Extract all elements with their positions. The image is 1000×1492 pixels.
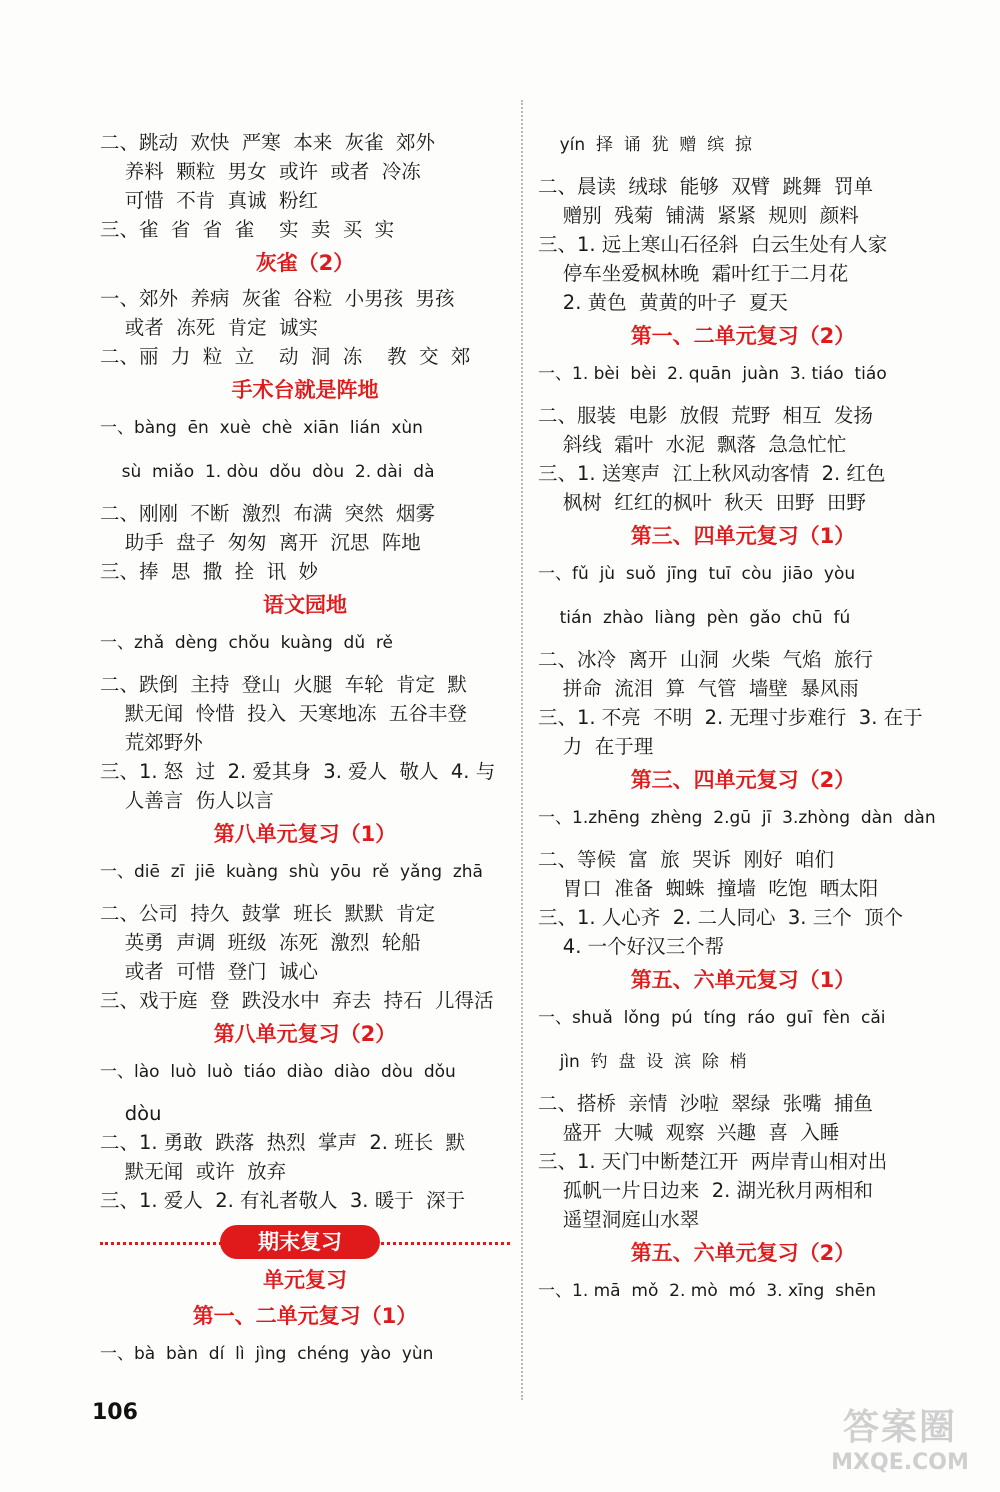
page-number: 106 bbox=[92, 1400, 138, 1425]
watermark-url: MXQE.COM bbox=[831, 1450, 969, 1475]
watermark-logo-text: 答案圈 bbox=[842, 1407, 957, 1448]
pinyin-answer-line: 一、bà bàn dí lì jìng chéng yào yùn bbox=[100, 1337, 510, 1381]
pinyin-answer-line: 一、lào luò luò tiáo diào diào dòu dǒu bbox=[100, 1055, 510, 1099]
answer-line: 英勇 声调 班级 冻死 激烈 轮船 bbox=[100, 931, 421, 954]
answer-line: 拼命 流泪 算 气管 墙壁 暴风雨 bbox=[538, 677, 859, 700]
answer-line: 二、等候 富 旅 哭诉 刚好 咱们 bbox=[538, 848, 834, 871]
section-heading: 第三、四单元复习（2） bbox=[630, 768, 856, 792]
section-heading: 手术台就是阵地 bbox=[231, 378, 379, 402]
answer-line: 停车坐爱枫林晚 霜叶红于二月花 bbox=[538, 262, 849, 285]
answer-line: 三、1. 人心齐 2. 二人同心 3. 三个 顶个 bbox=[538, 906, 904, 929]
column-divider bbox=[521, 100, 523, 1400]
section-heading: 语文园地 bbox=[263, 593, 347, 617]
section-heading: 第五、六单元复习（1） bbox=[630, 968, 856, 992]
answer-line: 一、郊外 养病 灰雀 谷粒 小男孩 男孩 bbox=[100, 287, 455, 310]
answer-line: 4. 一个好汉三个帮 bbox=[538, 935, 725, 958]
answer-line: 默无闻 怜惜 投入 天寒地冻 五谷丰登 bbox=[100, 702, 467, 725]
answer-line: 三、戏于庭 登 跌没水中 弃去 持石 儿得活 bbox=[100, 989, 494, 1012]
answer-line: 三、1. 怒 过 2. 爱其身 3. 爱人 敬人 4. 与 bbox=[100, 760, 496, 783]
pinyin-answer-line: 一、1. mā mǒ 2. mò mó 3. xīng shēn bbox=[538, 1274, 948, 1318]
pinyin-answer-line: 一、1.zhēng zhèng 2.gū jī 3.zhòng dàn dàn bbox=[538, 801, 948, 845]
answer-line: 力 在于理 bbox=[538, 735, 654, 758]
answer-line: 荒郊野外 bbox=[100, 731, 203, 754]
answer-line: 三、1. 爱人 2. 有礼者敬人 3. 暖于 深于 bbox=[100, 1189, 466, 1212]
section-heading: 第一、二单元复习（2） bbox=[630, 324, 856, 348]
answer-line: 养料 颗粒 男女 或许 或者 冷冻 bbox=[100, 160, 421, 183]
watermark-logo bbox=[814, 1406, 986, 1484]
answer-line: 遥望洞庭山水翠 bbox=[538, 1208, 700, 1231]
pinyin-answer-line: yín 择 诵 犹 赠 缤 掠 bbox=[538, 128, 948, 172]
answer-line: 默无闻 或许 放弃 bbox=[100, 1160, 287, 1183]
answer-line: dòu bbox=[100, 1102, 162, 1125]
final-review-banner: 期末复习 bbox=[220, 1225, 380, 1259]
answer-line: 枫树 红红的枫叶 秋天 田野 田野 bbox=[538, 491, 866, 514]
answer-line: 2. 黄色 黄黄的叶子 夏天 bbox=[538, 291, 788, 314]
answer-line: 二、搭桥 亲情 沙啦 翠绿 张嘴 捕鱼 bbox=[538, 1092, 873, 1115]
answer-line: 二、晨读 绒球 能够 双臂 跳舞 罚单 bbox=[538, 175, 873, 198]
answer-line: 或者 可惜 登门 诚心 bbox=[100, 960, 318, 983]
answer-line: 盛开 大喊 观察 兴趣 喜 入睡 bbox=[538, 1121, 840, 1144]
answer-line: 二、跳动 欢快 严寒 本来 灰雀 郊外 bbox=[100, 131, 435, 154]
final-review-banner-wrap bbox=[100, 1225, 510, 1261]
pinyin-answer-line: 一、diē zī jiē kuàng shù yōu rě yǎng zhā bbox=[100, 855, 510, 899]
section-heading: 第一、二单元复习（1） bbox=[192, 1304, 418, 1328]
answer-line: 三、雀 省 省 雀 实 卖 买 实 bbox=[100, 218, 395, 241]
answer-line: 可惜 不肯 真诚 粉红 bbox=[100, 189, 318, 212]
pinyin-answer-line: tián zhào liàng pèn gǎo chū fú bbox=[538, 601, 948, 645]
answer-line: 人善言 伤人以言 bbox=[100, 789, 274, 812]
answer-line: 三、1. 天门中断楚江开 两岸青山相对出 bbox=[538, 1150, 888, 1173]
pinyin-answer-line: jìn 钓 盘 设 滨 除 梢 bbox=[538, 1045, 948, 1089]
pinyin-answer-line: 一、zhǎ dèng chǒu kuàng dǔ rě bbox=[100, 626, 510, 670]
answer-line: 助手 盘子 匆匆 离开 沉思 阵地 bbox=[100, 531, 421, 554]
pinyin-answer-line: 一、fǔ jù suǒ jīng tuī còu jiāo yòu bbox=[538, 557, 948, 601]
section-heading: 第三、四单元复习（1） bbox=[630, 524, 856, 548]
pinyin-answer-line: 一、1. bèi bèi 2. quān juàn 3. tiáo tiáo bbox=[538, 357, 948, 401]
answer-line: 胃口 准备 蜘蛛 撞墙 吃饱 晒太阳 bbox=[538, 877, 879, 900]
answer-line: 三、捧 思 撒 拴 讯 妙 bbox=[100, 560, 318, 583]
answer-line: 或者 冻死 肯定 诚实 bbox=[100, 316, 318, 339]
answer-line: 三、1. 不亮 不明 2. 无理寸步难行 3. 在于 bbox=[538, 706, 923, 729]
section-heading: 第五、六单元复习（2） bbox=[630, 1241, 856, 1265]
answer-line: 二、跌倒 主持 登山 火腿 车轮 肯定 默 bbox=[100, 673, 467, 696]
answer-line: 二、服装 电影 放假 荒野 相互 发扬 bbox=[538, 404, 873, 427]
right-column bbox=[538, 128, 948, 1318]
section-heading: 灰雀（2） bbox=[255, 251, 355, 275]
answer-line: 二、冰冷 离开 山洞 火柴 气焰 旅行 bbox=[538, 648, 873, 671]
pinyin-answer-line: sù miǎo 1. dòu dǒu dòu 2. dài dà bbox=[100, 455, 510, 499]
left-column bbox=[100, 128, 510, 1381]
answer-line: 二、1. 勇敢 跌落 热烈 掌声 2. 班长 默 bbox=[100, 1131, 466, 1154]
answer-line: 二、刚刚 不断 激烈 布满 突然 烟雾 bbox=[100, 502, 435, 525]
section-heading: 单元复习 bbox=[263, 1268, 347, 1292]
answer-line: 二、丽 力 粒 立 动 洞 冻 教 交 郊 bbox=[100, 345, 471, 368]
answer-line: 孤帆一片日边来 2. 湖光秋月两相和 bbox=[538, 1179, 873, 1202]
answer-line: 赠别 残菊 铺满 紧紧 规则 颜料 bbox=[538, 204, 859, 227]
answer-line: 斜线 霜叶 水泥 飘落 急急忙忙 bbox=[538, 433, 847, 456]
pinyin-answer-line: 一、bàng ēn xuè chè xiān lián xùn bbox=[100, 411, 510, 455]
pinyin-answer-line: 一、shuǎ lǒng pú tíng ráo guī fèn cǎi bbox=[538, 1001, 948, 1045]
section-heading: 第八单元复习（2） bbox=[213, 1022, 397, 1046]
answer-line: 二、公司 持久 鼓掌 班长 默默 肯定 bbox=[100, 902, 435, 925]
answer-line: 三、1. 远上寒山石径斜 白云生处有人家 bbox=[538, 233, 888, 256]
answer-line: 三、1. 送寒声 江上秋风动客情 2. 红色 bbox=[538, 462, 886, 485]
section-heading: 第八单元复习（1） bbox=[213, 822, 397, 846]
